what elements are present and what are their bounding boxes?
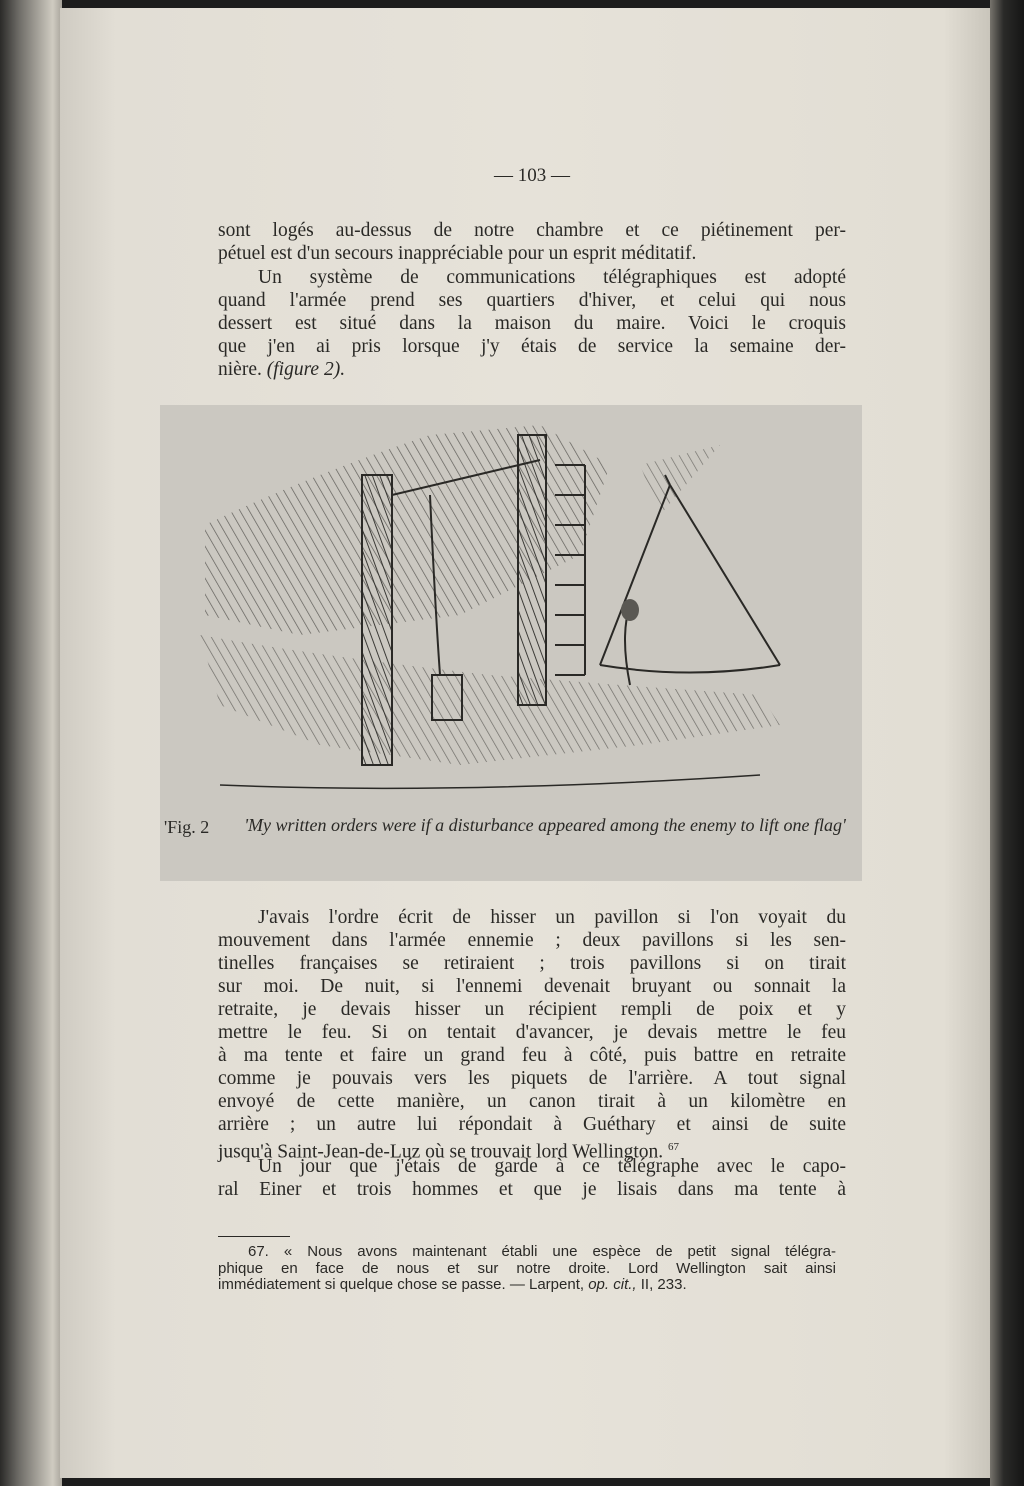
- text-line: dessert est situé dans la maison du maire. Voici le croquis: [218, 313, 846, 334]
- text-line: à ma tente et faire un grand feu à côté, puis battre en retraite: [218, 1045, 846, 1066]
- text-line-start: jusqu'à Saint-Jean-de-Luz où se trouvait lord Wellington.: [218, 1141, 664, 1163]
- text-line: mouvement dans l'armée ennemie ; deux pavillons si les sen-: [218, 930, 846, 951]
- figure-label: 'Fig. 2: [164, 817, 210, 837]
- footnote-text: II, 233.: [640, 1276, 687, 1293]
- footnote-line: phique en face de nous et sur notre droite. Lord Wellington sait ainsi: [218, 1259, 836, 1277]
- text-line: J'avais l'ordre écrit de hisser un pavillon si l'on voyait du: [258, 907, 846, 928]
- text-line: arrière ; un autre lui répondait à Guéthary et ainsi de suite: [218, 1114, 846, 1135]
- footnote-line: [218, 1277, 836, 1294]
- paragraph-3: [218, 906, 846, 1163]
- text-line: Un jour que j'étais de garde à ce télégraphe avec le capo-: [258, 1156, 846, 1177]
- page-number: — 103 —: [494, 165, 570, 186]
- text-line: envoyé de cette manière, un canon tirait à un kilomètre en: [218, 1091, 846, 1112]
- text-line: sur moi. De nuit, si l'ennemi devenait bruyant ou sonnait la: [218, 976, 846, 997]
- text-line: pétuel est d'un secours inappréciable pour un esprit méditatif.: [218, 243, 697, 264]
- footnote: [218, 1244, 836, 1294]
- footnote-text: immédiatement si quelque chose se passe. — Larpent,: [218, 1276, 585, 1293]
- caption-text: 'My written orders were if a disturbance appeared among the enemy to lift one flag': [244, 815, 846, 835]
- text-line: retraite, je devais hisser un récipient rempli de poix et y: [218, 999, 846, 1020]
- paragraph-2: [218, 266, 846, 381]
- facing-page-edge: [0, 0, 62, 1486]
- text-line: ral Einer et trois hommes et que je lisais dans ma tente à: [218, 1179, 846, 1200]
- text-line-start: nière.: [218, 359, 262, 380]
- footnote-citation: op. cit.,: [588, 1276, 637, 1293]
- footnote-reference: 67: [668, 1141, 679, 1153]
- text-line: quand l'armée prend ses quartiers d'hiver, et celui qui nous: [218, 290, 846, 311]
- book-edge: [990, 0, 1024, 1486]
- text-line: sont logés au-dessus de notre chambre et ce piétinement per-: [218, 220, 846, 241]
- figure-reference: (figure 2).: [266, 359, 346, 380]
- paragraph-1: [218, 219, 846, 265]
- paragraph-4: [218, 1155, 846, 1201]
- figure-2: [160, 405, 862, 881]
- text-line: [218, 358, 846, 381]
- footnote-divider: [218, 1236, 290, 1237]
- text-line: Un système de communications télégraphiques est adopté: [258, 267, 846, 288]
- text-line: comme je pouvais vers les piquets de l'arrière. A tout signal: [218, 1068, 846, 1089]
- footnote-line: 67. « Nous avons maintenant établi une espèce de petit signal télégra-: [248, 1243, 836, 1260]
- text-line: que j'en ai pris lorsque j'y étais de service la semaine der-: [218, 336, 846, 357]
- telegraph-sketch-illustration: [160, 405, 862, 815]
- text-line: mettre le feu. Si on tentait d'avancer, je devais mettre le feu: [218, 1022, 846, 1043]
- text-line: tinelles françaises se retiraient ; trois pavillons si on tirait: [218, 953, 846, 974]
